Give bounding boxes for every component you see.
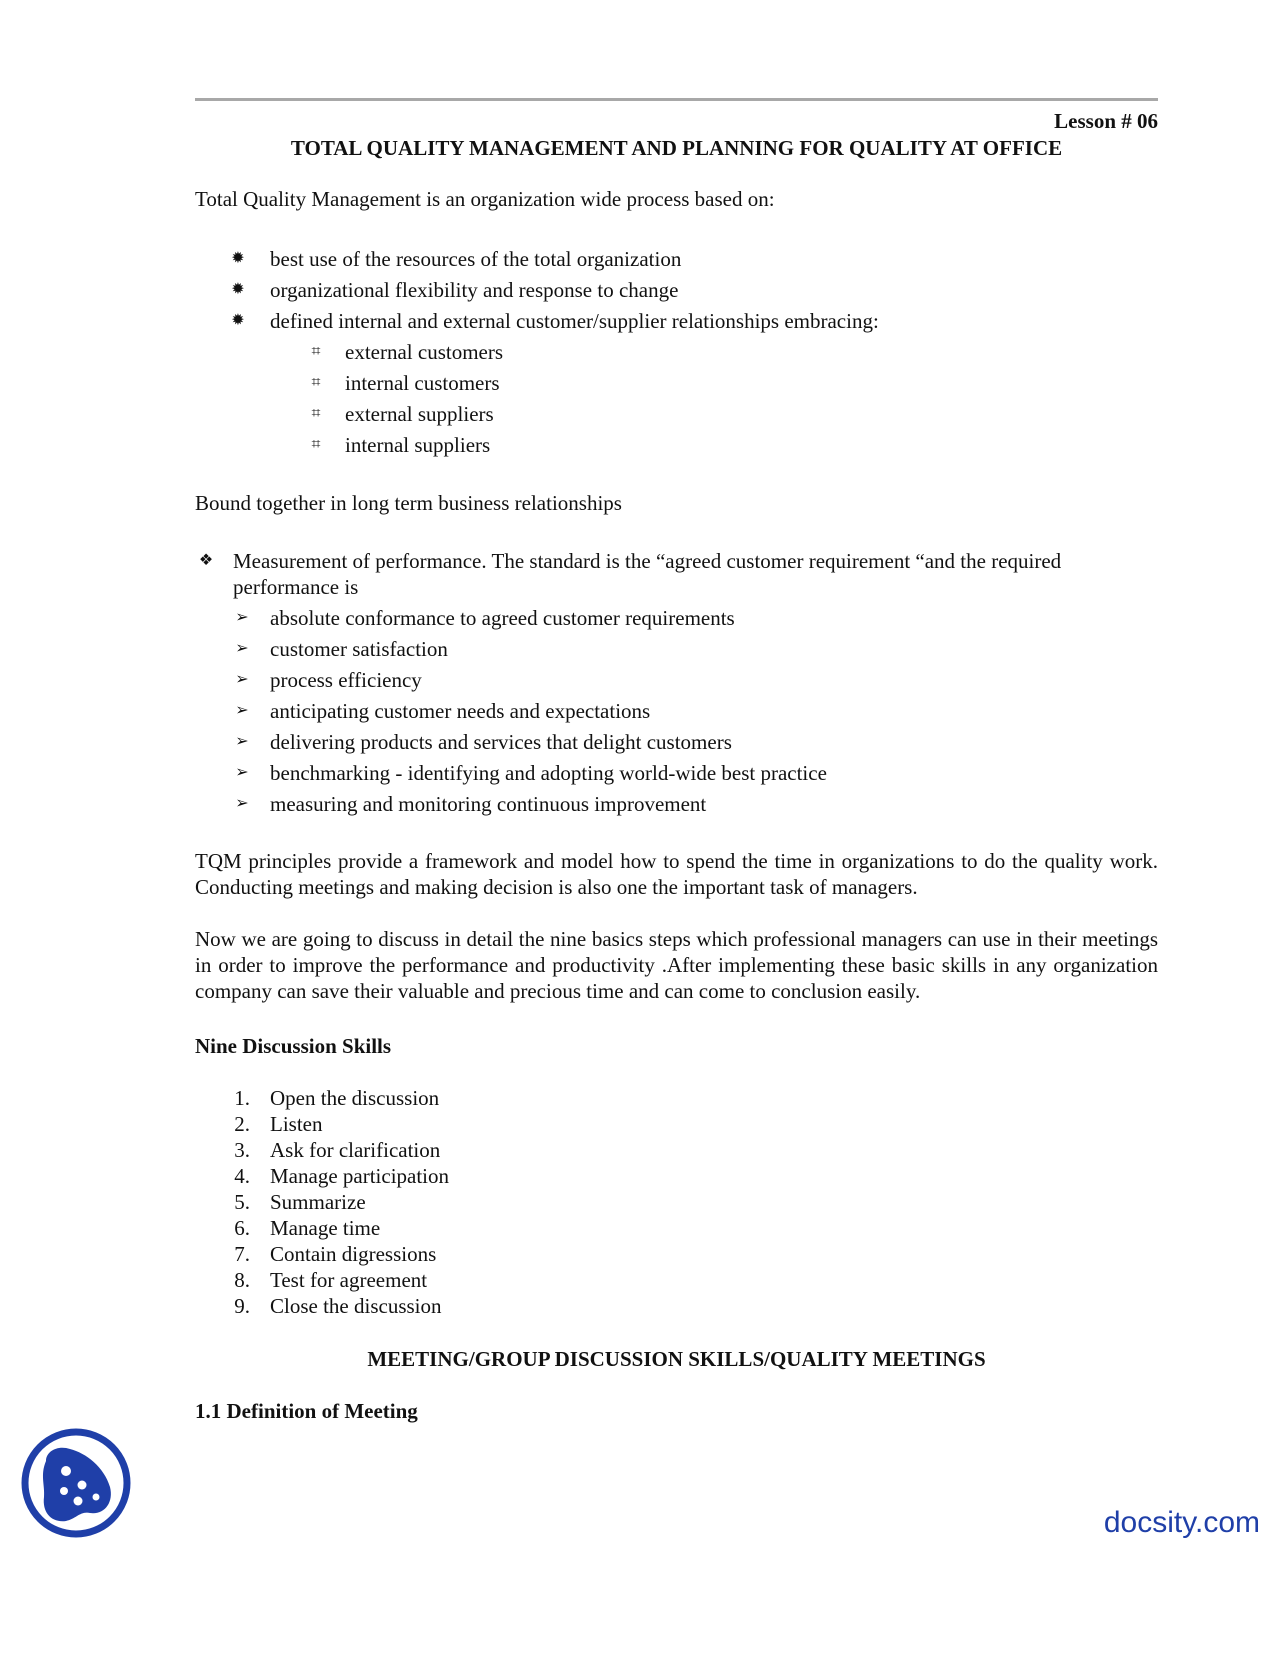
list-number: 3. [234,1138,250,1162]
arrowhead-icon: ➢ [235,795,249,812]
list-number: 1. [234,1086,250,1110]
measurement-item: anticipating customer needs and expectations [270,699,651,723]
sub-bullet-item: external suppliers [345,402,494,426]
list-number: 6. [234,1216,250,1240]
docsity-logo-icon [20,1427,132,1539]
measurement-item: benchmarking - identifying and adopting world-wide best practice [270,761,827,785]
bullet-item: defined internal and external customer/supplier relationships embracing: [270,309,879,333]
tqm-paragraph: TQM principles provide a framework and model how to spend the time in organizations to do the quality work. Conducting meetings and making decision is also one the important task of managers. [195,849,1158,899]
measurement-line-2: performance is [233,575,359,599]
measurement-line-1: Measurement of performance. The standard is the “agreed customer requirement “and the required [233,549,1062,573]
arrowhead-icon: ➢ [235,702,249,719]
list-number: 9. [234,1294,250,1318]
list-number: 2. [234,1112,250,1136]
square-bullet-icon: ⌗ [311,436,321,453]
arrowhead-icon: ➢ [235,609,249,626]
list-number: 7. [234,1242,250,1266]
header-rule [195,98,1158,101]
bound-text: Bound together in long term business relationships [195,491,622,515]
bullet-icon: ✹ [231,250,245,267]
arrowhead-icon: ➢ [235,733,249,750]
skill-item: Manage time [270,1216,381,1240]
meeting-heading: MEETING/GROUP DISCUSSION SKILLS/QUALITY MEETINGS [367,1347,986,1371]
square-bullet-icon: ⌗ [311,343,321,360]
bullet-item: organizational flexibility and response to change [270,278,679,302]
sub-bullet-item: internal customers [345,371,500,395]
measurement-item: customer satisfaction [270,637,448,661]
measurement-item: absolute conformance to agreed customer requirements [270,606,735,630]
sub-bullet-item: external customers [345,340,504,364]
page-title: TOTAL QUALITY MANAGEMENT AND PLANNING FOR QUALITY AT OFFICE [290,136,1063,160]
measurement-item: measuring and monitoring continuous improvement [270,792,707,816]
definition-heading: 1.1 Definition of Meeting [195,1399,418,1423]
intro-text: Total Quality Management is an organization wide process based on: [195,187,775,211]
skills-heading: Nine Discussion Skills [195,1034,392,1058]
square-bullet-icon: ⌗ [311,405,321,422]
list-number: 8. [234,1268,250,1292]
square-bullet-icon: ⌗ [311,374,321,391]
docsity-brand-link[interactable]: docsity.com [1103,1506,1260,1539]
bullet-icon: ✹ [231,281,245,298]
arrowhead-icon: ➢ [235,640,249,657]
skill-item: Manage participation [270,1164,450,1188]
skill-item: Listen [270,1112,323,1136]
bullet-icon: ✹ [231,312,245,329]
skill-item: Summarize [270,1190,366,1214]
skill-item: Close the discussion [270,1294,442,1318]
list-number: 4. [234,1164,250,1188]
skill-item: Open the discussion [270,1086,440,1110]
skill-item: Test for agreement [270,1268,428,1292]
skill-item: Contain digressions [270,1242,437,1266]
bullet-item: best use of the resources of the total organization [270,247,682,271]
four-diamond-icon: ❖ [198,552,214,569]
list-number: 5. [234,1190,250,1214]
measurement-item: delivering products and services that delight customers [270,730,732,754]
measurement-item: process efficiency [270,668,422,692]
skill-item: Ask for clarification [270,1138,441,1162]
arrowhead-icon: ➢ [235,764,249,781]
arrowhead-icon: ➢ [235,671,249,688]
lesson-number: Lesson # 06 [1054,109,1158,133]
now-paragraph: Now we are going to discuss in detail the nine basics steps which professional managers can use in their meetings in order to improve the performance and productivity .After implementing these basic skills in any organization company can save their valuable and precious time and can come to conclusion easily. [195,927,1158,1003]
sub-bullet-item: internal suppliers [345,433,491,457]
